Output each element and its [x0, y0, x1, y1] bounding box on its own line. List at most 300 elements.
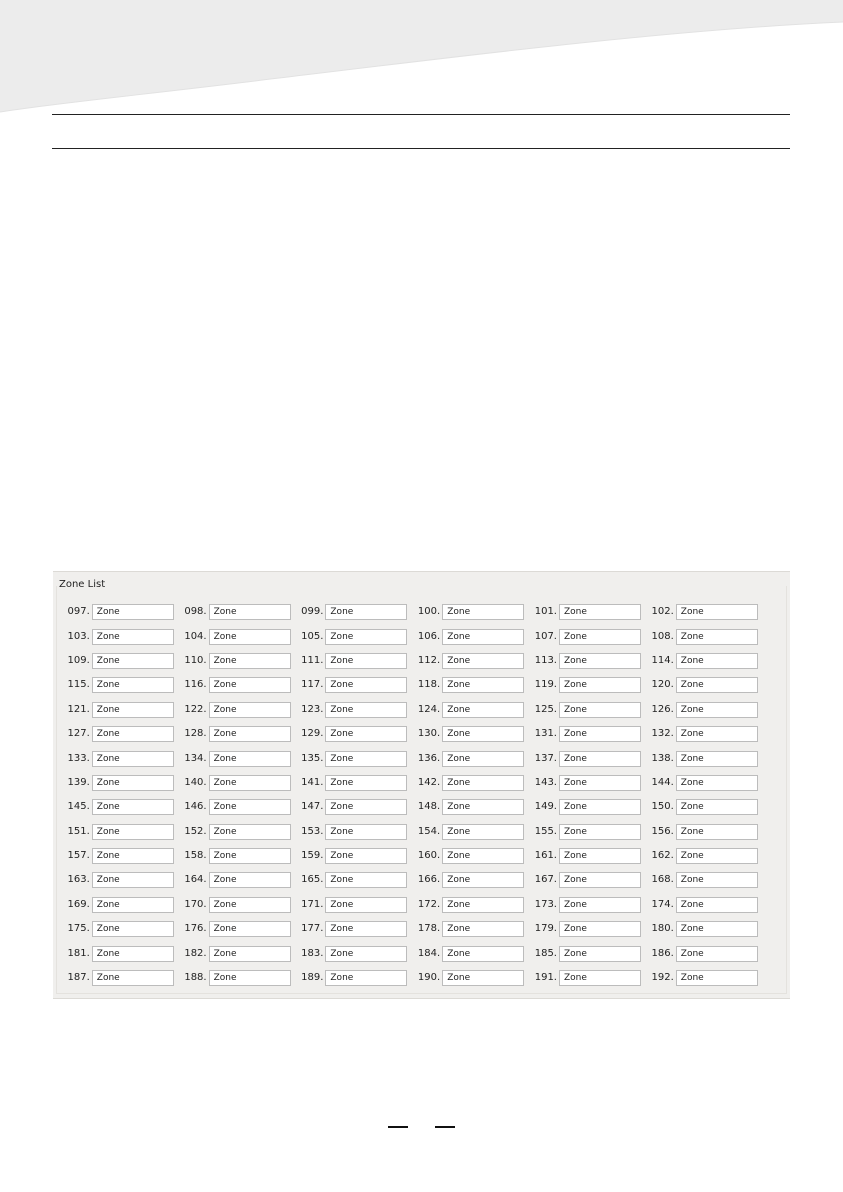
zone-number-label: 104. — [184, 630, 207, 642]
zone-number-label: 158. — [184, 850, 207, 862]
zone-name-input[interactable] — [92, 848, 174, 864]
zone-number-label: 167. — [534, 874, 557, 886]
zone-number-label: 191. — [534, 972, 557, 984]
zone-name-input[interactable] — [442, 921, 524, 937]
zone-cell — [291, 799, 408, 815]
zone-number-label: 179. — [534, 923, 557, 935]
zone-name-input[interactable] — [325, 751, 407, 767]
zone-name-input[interactable] — [325, 775, 407, 791]
zone-cell — [291, 921, 408, 937]
zone-grid — [53, 600, 790, 990]
zone-row — [53, 820, 790, 844]
zone-number-label: 150. — [651, 801, 674, 813]
zone-cell — [174, 653, 291, 669]
zone-row — [53, 649, 790, 673]
zone-number-label: 176. — [184, 923, 207, 935]
zone-cell — [174, 848, 291, 864]
zone-number-label: 127. — [67, 728, 90, 740]
zone-name-input[interactable] — [676, 824, 758, 840]
zone-name-input[interactable] — [559, 726, 641, 742]
zone-number-label: 172. — [417, 898, 441, 910]
zone-number-label: 131. — [534, 728, 557, 740]
zone-name-input[interactable] — [559, 897, 641, 913]
zone-cell — [641, 872, 758, 888]
zone-number-label: 185. — [534, 947, 557, 959]
zone-list-panel — [53, 571, 790, 999]
zone-cell — [407, 897, 524, 913]
zone-cell — [641, 897, 758, 913]
zone-name-input[interactable] — [92, 946, 174, 962]
zone-cell — [291, 751, 408, 767]
zone-number-label: 126. — [651, 703, 674, 715]
zone-row — [53, 868, 790, 892]
zone-cell — [524, 946, 641, 962]
zone-number-label: 190. — [417, 972, 441, 984]
zone-cell — [53, 824, 174, 840]
zone-cell — [291, 629, 408, 645]
zone-name-input[interactable] — [442, 726, 524, 742]
zone-cell — [524, 921, 641, 937]
zone-cell — [524, 702, 641, 718]
zone-number-label: 180. — [651, 923, 674, 935]
zone-cell — [407, 775, 524, 791]
zone-cell — [291, 824, 408, 840]
zone-number-label: 177. — [301, 923, 324, 935]
zone-cell — [524, 629, 641, 645]
zone-number-label: 137. — [534, 752, 557, 764]
zone-name-input[interactable] — [559, 702, 641, 718]
zone-number-label: 153. — [301, 825, 324, 837]
zone-name-input[interactable] — [209, 604, 291, 620]
zone-name-input[interactable] — [92, 799, 174, 815]
zone-name-input[interactable] — [442, 897, 524, 913]
zone-cell — [174, 824, 291, 840]
zone-name-input[interactable] — [209, 848, 291, 864]
zone-number-label: 106. — [417, 630, 441, 642]
zone-name-input[interactable] — [209, 677, 291, 693]
zone-cell — [291, 970, 408, 986]
zone-name-input[interactable] — [676, 751, 758, 767]
zone-name-input[interactable] — [676, 629, 758, 645]
zone-cell — [407, 921, 524, 937]
zone-cell — [174, 604, 291, 620]
zone-cell — [53, 677, 174, 693]
zone-cell — [53, 604, 174, 620]
zone-name-input[interactable] — [676, 970, 758, 986]
zone-number-label: 162. — [651, 850, 674, 862]
zone-name-input[interactable] — [442, 653, 524, 669]
zone-name-input[interactable] — [325, 824, 407, 840]
zone-cell — [291, 726, 408, 742]
zone-cell — [641, 726, 758, 742]
zone-cell — [407, 726, 524, 742]
zone-name-input[interactable] — [559, 946, 641, 962]
zone-name-input[interactable] — [559, 751, 641, 767]
zone-number-label: 107. — [534, 630, 557, 642]
zone-name-input[interactable] — [209, 629, 291, 645]
zone-name-input[interactable] — [442, 775, 524, 791]
zone-number-label: 181. — [67, 947, 90, 959]
zone-number-label: 101. — [534, 606, 557, 618]
zone-number-label: 115. — [67, 679, 90, 691]
zone-name-input[interactable] — [209, 921, 291, 937]
zone-cell — [524, 824, 641, 840]
zone-cell — [524, 848, 641, 864]
zone-number-label: 192. — [651, 972, 674, 984]
zone-list-title: Zone List — [59, 579, 108, 590]
zone-number-label: 109. — [67, 654, 90, 666]
zone-name-input[interactable] — [676, 726, 758, 742]
zone-name-input[interactable] — [209, 702, 291, 718]
zone-number-label: 133. — [67, 752, 90, 764]
zone-number-label: 182. — [184, 947, 207, 959]
zone-name-input[interactable] — [209, 946, 291, 962]
zone-name-input[interactable] — [559, 677, 641, 693]
zone-name-input[interactable] — [92, 775, 174, 791]
zone-number-label: 160. — [417, 850, 441, 862]
zone-cell — [641, 970, 758, 986]
zone-cell — [291, 677, 408, 693]
zone-cell — [53, 970, 174, 986]
zone-name-input[interactable] — [676, 702, 758, 718]
zone-cell — [407, 970, 524, 986]
zone-cell — [524, 677, 641, 693]
zone-cell — [174, 702, 291, 718]
zone-cell — [291, 653, 408, 669]
zone-row — [53, 673, 790, 697]
zone-name-input[interactable] — [209, 970, 291, 986]
zone-cell — [524, 726, 641, 742]
zone-number-label: 144. — [651, 776, 674, 788]
zone-cell — [53, 848, 174, 864]
zone-cell — [53, 897, 174, 913]
zone-cell — [407, 677, 524, 693]
zone-name-input[interactable] — [92, 702, 174, 718]
zone-row — [53, 624, 790, 648]
zone-cell — [174, 946, 291, 962]
zone-cell — [53, 775, 174, 791]
zone-cell — [641, 702, 758, 718]
zone-name-input[interactable] — [325, 604, 407, 620]
zone-number-label: 156. — [651, 825, 674, 837]
zone-cell — [641, 677, 758, 693]
zone-number-label: 147. — [301, 801, 324, 813]
zone-cell — [641, 751, 758, 767]
zone-cell — [524, 775, 641, 791]
zone-name-input[interactable] — [442, 872, 524, 888]
zone-cell — [53, 702, 174, 718]
zone-name-input[interactable] — [559, 629, 641, 645]
zone-cell — [53, 653, 174, 669]
zone-number-label: 102. — [651, 606, 674, 618]
zone-number-label: 103. — [67, 630, 90, 642]
zone-cell — [407, 702, 524, 718]
zone-row — [53, 893, 790, 917]
zone-row — [53, 771, 790, 795]
zone-cell — [174, 970, 291, 986]
zone-cell — [174, 897, 291, 913]
page-dash-left — [388, 1126, 408, 1128]
zone-name-input[interactable] — [325, 897, 407, 913]
zone-cell — [641, 946, 758, 962]
zone-cell — [291, 775, 408, 791]
header-rule-top — [52, 114, 790, 115]
zone-cell — [291, 897, 408, 913]
zone-number-label: 098. — [184, 606, 207, 618]
zone-name-input[interactable] — [559, 653, 641, 669]
zone-name-input[interactable] — [92, 897, 174, 913]
zone-cell — [641, 799, 758, 815]
zone-number-label: 163. — [67, 874, 90, 886]
zone-number-label: 129. — [301, 728, 324, 740]
zone-number-label: 174. — [651, 898, 674, 910]
zone-name-input[interactable] — [676, 653, 758, 669]
zone-name-input[interactable] — [442, 848, 524, 864]
zone-number-label: 134. — [184, 752, 207, 764]
zone-name-input[interactable] — [92, 604, 174, 620]
zone-cell — [641, 824, 758, 840]
zone-cell — [174, 872, 291, 888]
zone-name-input[interactable] — [325, 872, 407, 888]
zone-cell — [291, 702, 408, 718]
zone-cell — [291, 946, 408, 962]
zone-number-label: 105. — [301, 630, 324, 642]
zone-number-label: 111. — [301, 654, 324, 666]
zone-cell — [174, 677, 291, 693]
zone-cell — [53, 751, 174, 767]
zone-cell — [174, 751, 291, 767]
zone-number-label: 186. — [651, 947, 674, 959]
zone-number-label: 118. — [417, 679, 441, 691]
zone-name-input[interactable] — [325, 702, 407, 718]
zone-row — [53, 746, 790, 770]
zone-cell — [53, 921, 174, 937]
zone-number-label: 121. — [67, 703, 90, 715]
zone-number-label: 161. — [534, 850, 557, 862]
zone-row — [53, 966, 790, 990]
zone-row — [53, 844, 790, 868]
zone-number-label: 138. — [651, 752, 674, 764]
zone-number-label: 165. — [301, 874, 324, 886]
zone-cell — [524, 751, 641, 767]
zone-name-input[interactable] — [559, 872, 641, 888]
zone-cell — [641, 848, 758, 864]
zone-number-label: 130. — [417, 728, 441, 740]
zone-name-input[interactable] — [559, 970, 641, 986]
zone-number-label: 136. — [417, 752, 441, 764]
zone-cell — [291, 604, 408, 620]
zone-number-label: 123. — [301, 703, 324, 715]
zone-number-label: 189. — [301, 972, 324, 984]
zone-number-label: 112. — [417, 654, 441, 666]
zone-cell — [174, 799, 291, 815]
zone-row — [53, 941, 790, 965]
zone-cell — [524, 799, 641, 815]
zone-number-label: 183. — [301, 947, 324, 959]
zone-number-label: 110. — [184, 654, 207, 666]
zone-cell — [407, 751, 524, 767]
zone-cell — [524, 897, 641, 913]
zone-name-input[interactable] — [92, 726, 174, 742]
zone-number-label: 143. — [534, 776, 557, 788]
zone-cell — [53, 629, 174, 645]
zone-cell — [641, 653, 758, 669]
zone-cell — [407, 799, 524, 815]
zone-cell — [524, 872, 641, 888]
zone-number-label: 154. — [417, 825, 441, 837]
zone-row — [53, 722, 790, 746]
zone-number-label: 155. — [534, 825, 557, 837]
zone-name-input[interactable] — [92, 921, 174, 937]
zone-name-input[interactable] — [676, 677, 758, 693]
zone-row — [53, 698, 790, 722]
zone-name-input[interactable] — [325, 677, 407, 693]
zone-number-label: 157. — [67, 850, 90, 862]
zone-row — [53, 917, 790, 941]
zone-name-input[interactable] — [325, 653, 407, 669]
zone-name-input[interactable] — [559, 799, 641, 815]
zone-cell — [407, 604, 524, 620]
zone-name-input[interactable] — [325, 799, 407, 815]
zone-name-input[interactable] — [442, 677, 524, 693]
zone-name-input[interactable] — [676, 872, 758, 888]
zone-name-input[interactable] — [209, 726, 291, 742]
zone-number-label: 097. — [67, 606, 90, 618]
zone-name-input[interactable] — [325, 946, 407, 962]
zone-name-input[interactable] — [325, 726, 407, 742]
zone-number-label: 178. — [417, 923, 441, 935]
zone-number-label: 119. — [534, 679, 557, 691]
zone-number-label: 151. — [67, 825, 90, 837]
zone-name-input[interactable] — [92, 970, 174, 986]
zone-name-input[interactable] — [676, 946, 758, 962]
zone-number-label: 166. — [417, 874, 441, 886]
zone-name-input[interactable] — [209, 799, 291, 815]
zone-cell — [407, 653, 524, 669]
zone-number-label: 169. — [67, 898, 90, 910]
zone-name-input[interactable] — [676, 604, 758, 620]
zone-number-label: 120. — [651, 679, 674, 691]
zone-cell — [407, 946, 524, 962]
zone-cell — [407, 629, 524, 645]
zone-cell — [407, 824, 524, 840]
zone-number-label: 188. — [184, 972, 207, 984]
page-number-marker — [386, 1126, 458, 1136]
zone-name-input[interactable] — [325, 629, 407, 645]
zone-row — [53, 795, 790, 819]
zone-name-input[interactable] — [676, 921, 758, 937]
zone-name-input[interactable] — [442, 799, 524, 815]
zone-number-label: 141. — [301, 776, 324, 788]
zone-number-label: 145. — [67, 801, 90, 813]
zone-name-input[interactable] — [442, 702, 524, 718]
zone-number-label: 100. — [417, 606, 441, 618]
zone-name-input[interactable] — [92, 629, 174, 645]
zone-number-label: 113. — [534, 654, 557, 666]
zone-cell — [524, 970, 641, 986]
zone-cell — [524, 604, 641, 620]
zone-number-label: 128. — [184, 728, 207, 740]
zone-number-label: 146. — [184, 801, 207, 813]
zone-name-input[interactable] — [92, 677, 174, 693]
zone-name-input[interactable] — [676, 799, 758, 815]
zone-number-label: 164. — [184, 874, 207, 886]
zone-cell — [641, 921, 758, 937]
zone-name-input[interactable] — [325, 970, 407, 986]
zone-name-input[interactable] — [442, 629, 524, 645]
zone-name-input[interactable] — [325, 848, 407, 864]
zone-name-input[interactable] — [209, 653, 291, 669]
zone-name-input[interactable] — [559, 921, 641, 937]
zone-name-input[interactable] — [442, 970, 524, 986]
zone-row — [53, 600, 790, 624]
zone-name-input[interactable] — [676, 848, 758, 864]
zone-name-input[interactable] — [676, 775, 758, 791]
zone-cell — [174, 726, 291, 742]
zone-number-label: 125. — [534, 703, 557, 715]
zone-cell — [641, 604, 758, 620]
zone-number-label: 170. — [184, 898, 207, 910]
zone-name-input[interactable] — [92, 872, 174, 888]
zone-number-label: 171. — [301, 898, 324, 910]
zone-name-input[interactable] — [442, 604, 524, 620]
zone-name-input[interactable] — [92, 751, 174, 767]
zone-cell — [407, 848, 524, 864]
zone-name-input[interactable] — [209, 872, 291, 888]
zone-name-input[interactable] — [325, 921, 407, 937]
zone-name-input[interactable] — [442, 824, 524, 840]
zone-number-label: 132. — [651, 728, 674, 740]
zone-name-input[interactable] — [209, 897, 291, 913]
zone-number-label: 168. — [651, 874, 674, 886]
zone-cell — [53, 726, 174, 742]
header-rule-bottom — [52, 148, 790, 149]
zone-name-input[interactable] — [92, 653, 174, 669]
zone-name-input[interactable] — [209, 751, 291, 767]
zone-number-label: 116. — [184, 679, 207, 691]
zone-name-input[interactable] — [209, 824, 291, 840]
zone-number-label: 159. — [301, 850, 324, 862]
zone-name-input[interactable] — [559, 775, 641, 791]
zone-name-input[interactable] — [442, 946, 524, 962]
zone-cell — [53, 799, 174, 815]
zone-number-label: 184. — [417, 947, 441, 959]
zone-number-label: 117. — [301, 679, 324, 691]
zone-number-label: 173. — [534, 898, 557, 910]
zone-cell — [174, 775, 291, 791]
zone-name-input[interactable] — [442, 751, 524, 767]
zone-number-label: 140. — [184, 776, 207, 788]
zone-cell — [291, 848, 408, 864]
zone-number-label: 187. — [67, 972, 90, 984]
zone-cell — [53, 946, 174, 962]
zone-name-input[interactable] — [559, 848, 641, 864]
zone-number-label: 139. — [67, 776, 90, 788]
zone-cell — [524, 653, 641, 669]
zone-number-label: 124. — [417, 703, 441, 715]
zone-name-input[interactable] — [92, 824, 174, 840]
zone-name-input[interactable] — [209, 775, 291, 791]
zone-name-input[interactable] — [559, 604, 641, 620]
zone-name-input[interactable] — [559, 824, 641, 840]
zone-number-label: 114. — [651, 654, 674, 666]
zone-number-label: 099. — [301, 606, 324, 618]
zone-cell — [174, 629, 291, 645]
zone-name-input[interactable] — [676, 897, 758, 913]
zone-number-label: 152. — [184, 825, 207, 837]
zone-number-label: 148. — [417, 801, 441, 813]
zone-cell — [291, 872, 408, 888]
